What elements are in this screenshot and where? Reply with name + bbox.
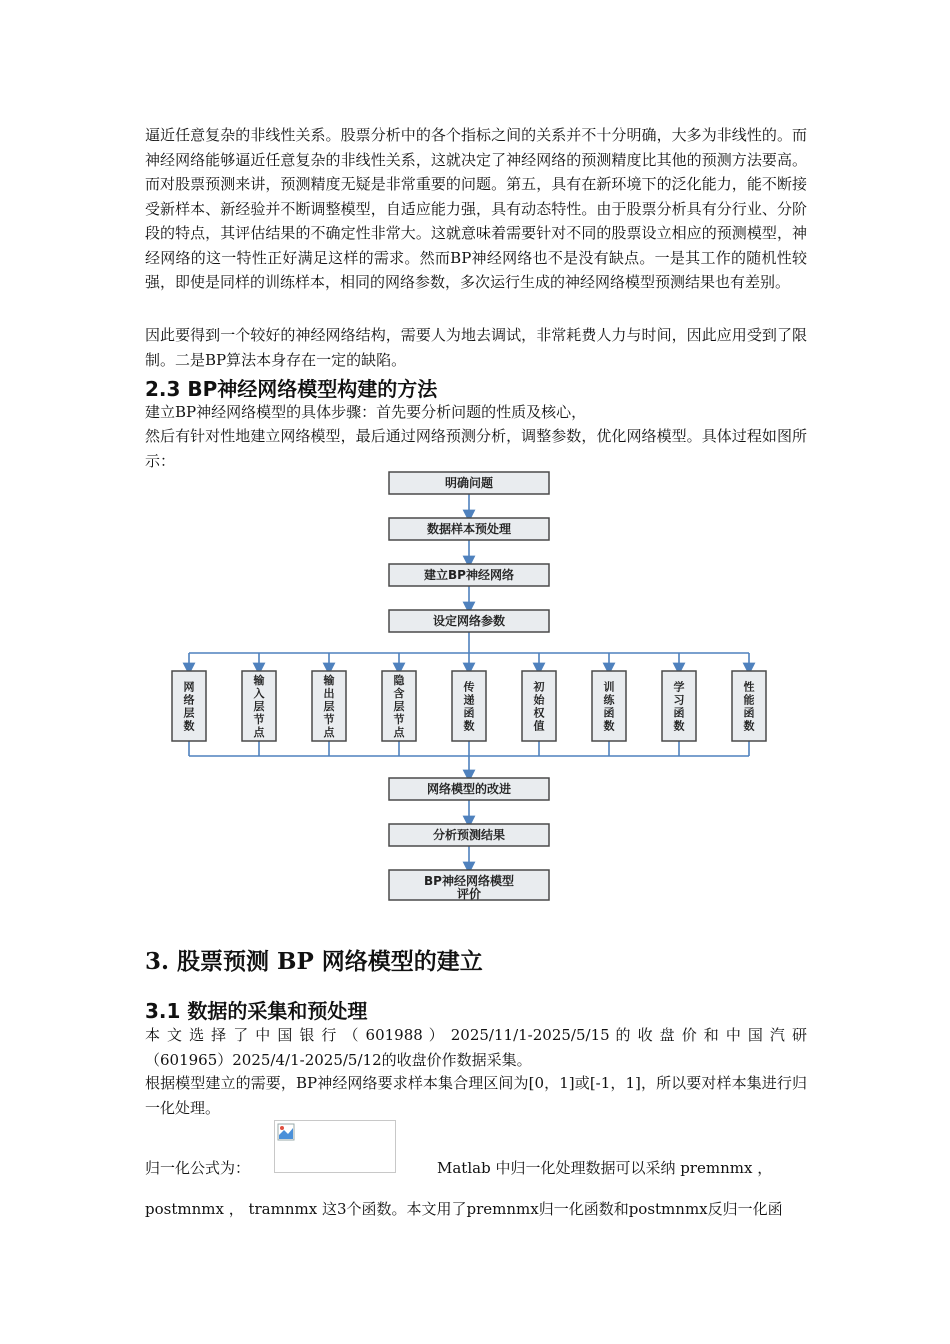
flow-step-7-label: BP神经网络模型 [424, 874, 514, 888]
param-box-5-char: 函 [463, 706, 475, 720]
section-heading-2-3: 2.3 BP神经网络模型构建的方法 [145, 377, 438, 401]
param-box-4-char: 层 [393, 700, 405, 713]
flow-step-2 [389, 518, 549, 540]
body-paragraph-4-line1: 本 文 选 择 了 中 国 银 行 （ 601988 ） 2025/11/1-2025/5/15 的 收 盘 价 和 中 国 汽 研 [145, 1026, 807, 1044]
param-box-1-char: 层 [183, 706, 195, 720]
flow-step-5 [389, 778, 549, 800]
body-paragraph-4-line2: （601965）2025/4/1-2025/5/12的收盘价作数据采集。 [145, 1051, 532, 1069]
param-box-8-char: 学 [673, 680, 685, 694]
param-box-9 [732, 671, 766, 741]
param-box-4-char: 含 [393, 687, 405, 700]
param-box-1-char: 络 [183, 693, 195, 707]
param-box-9-char: 能 [743, 693, 755, 707]
param-box-5 [452, 671, 486, 741]
param-box-3-char: 层 [323, 700, 335, 713]
param-box-7-char: 练 [603, 693, 615, 707]
flow-step-6 [389, 824, 549, 846]
param-box-9-char: 数 [743, 719, 755, 733]
param-box-7-char: 数 [603, 719, 615, 733]
param-box-6 [522, 671, 556, 741]
param-box-7-char: 函 [603, 706, 615, 720]
param-box-1 [172, 671, 206, 741]
param-box-7-char: 训 [603, 680, 615, 694]
param-box-6-char: 初 [533, 680, 545, 694]
body-last-line: postmnmx ， tramnmx 这3个函数。本文用了premnmx归一化函数和postmnmx反归一化函 [145, 1200, 783, 1218]
param-box-4-char: 点 [393, 726, 405, 739]
flow-step-4-label: 设定网络参数 [432, 614, 506, 628]
section-heading-3: 3. 股票预测 BP 网络模型的建立 [145, 948, 483, 975]
param-box-8-char: 函 [673, 706, 685, 720]
section-heading-3-1: 3.1 数据的采集和预处理 [145, 999, 368, 1023]
param-box-6-char: 权 [533, 706, 545, 720]
flow-step-7 [389, 870, 549, 901]
param-box-9-char: 性 [743, 680, 755, 694]
param-box-3-char: 输 [323, 674, 335, 687]
flow-step-3 [389, 564, 549, 586]
body-paragraph-2: 因此要得到一个较好的神经网络结构，需要人为地去调试，非常耗费人力与时间，因此应用受到了限制。二是BP算法本身存在一定的缺陷。 [145, 326, 807, 369]
flow-step-5-label: 网络模型的改进 [426, 782, 512, 796]
param-box-5-char: 传 [463, 680, 475, 694]
body-paragraph-5: 根据模型建立的需要，BP神经网络要求样本集合理区间为[0，1]或[-1，1]，所以要对样本集进行归一化处理。 [145, 1074, 807, 1117]
param-box-9-char: 函 [743, 706, 755, 720]
param-box-3-char: 点 [323, 726, 335, 739]
param-box-2-char: 入 [253, 687, 265, 700]
bp-flowchart [155, 468, 795, 908]
param-box-4 [382, 671, 416, 741]
param-box-8-char: 数 [673, 719, 685, 733]
param-box-3-char: 出 [323, 687, 335, 700]
flow-step-1 [389, 472, 549, 494]
param-box-2 [242, 671, 276, 741]
flow-step-7-label: 评价 [456, 887, 482, 901]
param-box-5-char: 数 [463, 719, 475, 733]
flow-step-3-label: 建立BP神经网络 [424, 568, 514, 582]
flow-step-2-label: 数据样本预处理 [426, 522, 512, 536]
param-box-2-char: 节 [253, 713, 265, 726]
param-box-8 [662, 671, 696, 741]
flow-step-1-label: 明确问题 [444, 476, 494, 490]
param-box-6-char: 值 [533, 719, 545, 733]
param-box-7 [592, 671, 626, 741]
param-box-5-char: 递 [463, 693, 475, 707]
body-paragraph-3a: 建立BP神经网络模型的具体步骤：首先要分析问题的性质及核心， [145, 403, 587, 421]
flow-step-6-label: 分析预测结果 [432, 828, 506, 842]
param-box-2-char: 点 [253, 726, 265, 739]
formula-trailing-text: Matlab 中归一化处理数据可以采纳 premnmx ， [437, 1159, 773, 1177]
formula-label: 归一化公式为： [145, 1159, 251, 1177]
param-box-3-char: 节 [323, 713, 335, 726]
body-paragraph-1: 逼近任意复杂的非线性关系。股票分析中的各个指标之间的关系并不十分明确，大多为非线性的。而神经网络能够逼近任意复杂的非线性关系，这就决定了神经网络的预测精度比其他的预测方法要高。而对股票预测来讲，预测精度无疑是非常重要的问题。第五，具有在新环境下的泛化能力，能不断接受新样本、新经验并不断调整模型，自适应能力强，具有动态特性。由于股票分析具有分行业、分阶段的特点，其评估结果的不确定性非常大。这就意味着需要针对不同的股票设立相应的预测模型，神经网络的这一特性正好满足这样的需求。然而BP神经网络也不是没有缺点。一是其工作的随机性较强，即使是同样的训练样本，相同的网络参数，多次运行生成的神经网络模型预测结果也有差别。 [145, 126, 807, 291]
flow-step-4 [389, 610, 549, 632]
param-box-1-char: 网 [183, 680, 195, 694]
body-paragraph-3b: 然后有针对性地建立网络模型，最后通过网络预测分析，调整参数，优化网络模型。具体过程如图所示： [145, 427, 807, 470]
param-box-2-char: 层 [253, 700, 265, 713]
param-box-4-char: 节 [393, 713, 405, 726]
param-box-2-char: 输 [253, 674, 265, 687]
param-box-3 [312, 671, 346, 741]
broken-image-icon [277, 1123, 295, 1141]
param-box-4-char: 隐 [393, 674, 405, 687]
param-box-6-char: 始 [533, 693, 545, 707]
param-box-8-char: 习 [673, 693, 685, 707]
param-box-1-char: 数 [183, 719, 195, 733]
